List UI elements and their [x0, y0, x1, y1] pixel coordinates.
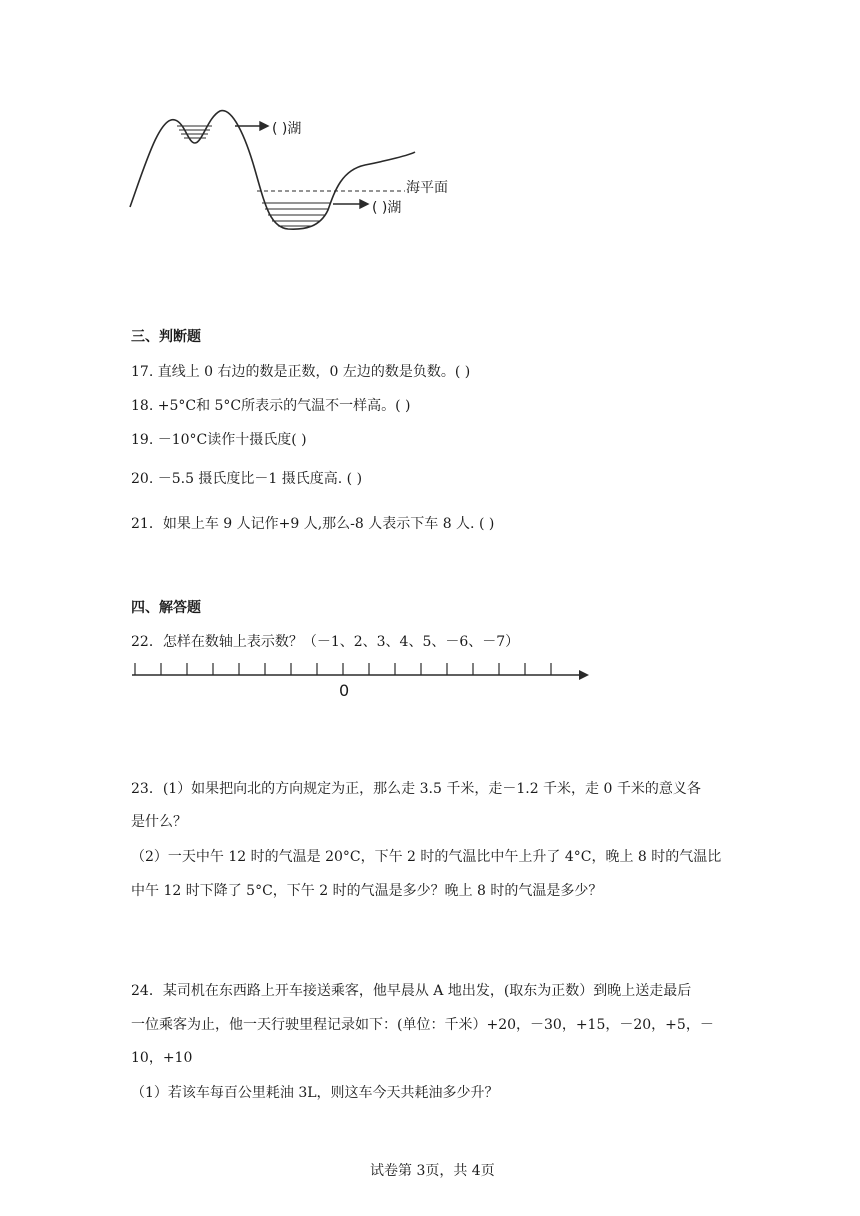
lower-lake-water	[262, 203, 330, 226]
question-24-line-1: 24．某司机在东西路上开车接送乘客，他早晨从 A 地出发，(取东为正数）到晚上送走最后	[131, 983, 692, 999]
question-21: 21．如果上车 9 人记作+9 人,那么-8 人表示下车 8 人. ( )	[131, 516, 495, 532]
question-23-line-2: 是什么？	[131, 814, 187, 830]
lower-lake-label: ( )湖	[372, 200, 402, 216]
section-title-judgement: 三、判断题	[131, 329, 201, 345]
question-22: 22．怎样在数轴上表示数？（－1、2、3、4、5、－6、－7）	[131, 634, 520, 650]
question-23-line-1: 23．(1）如果把向北的方向规定为正，那么走 3.5 千米，走－1.2 千米，走 0 千米的意义各	[131, 781, 701, 797]
question-23-line-4: 中午 12 时下降了 5°C，下午 2 时的气温是多少？晚上 8 时的气温是多少？	[131, 883, 603, 899]
lower-lake-arrow	[333, 200, 368, 208]
question-24-line-3: 10，+10	[131, 1050, 193, 1066]
section-title-answers: 四、解答题	[131, 600, 201, 616]
number-line-ticks	[135, 663, 551, 675]
question-19: 19. －10°C读作十摄氏度( )	[131, 432, 307, 448]
number-line	[125, 655, 595, 705]
upper-lake-label: ( )湖	[272, 121, 302, 137]
question-24-line-2: 一位乘客为止，他一天行驶里程记录如下：(单位：千米）+20，－30，+15，－20，+5，－	[131, 1017, 714, 1033]
number-line-zero: 0	[339, 681, 350, 700]
question-18: 18. +5°C和 5°C所表示的气温不一样高。( )	[131, 398, 411, 414]
question-17: 17. 直线上 0 右边的数是正数，0 左边的数是负数。( )	[131, 364, 471, 380]
sea-level-label: 海平面	[406, 180, 448, 196]
number-line-arrow	[579, 670, 589, 680]
page-footer: 试卷第 3页，共 4页	[370, 1163, 495, 1179]
question-20: 20. －5.5 摄氏度比－1 摄氏度高. ( )	[131, 471, 363, 487]
question-23-line-3: （2）一天中午 12 时的气温是 20°C，下午 2 时的气温比中午上升了 4°C，晚上 8 时的气温比	[131, 849, 722, 865]
question-24-line-4: （1）若该车每百公里耗油 3L，则这车今天共耗油多少升？	[131, 1085, 499, 1101]
